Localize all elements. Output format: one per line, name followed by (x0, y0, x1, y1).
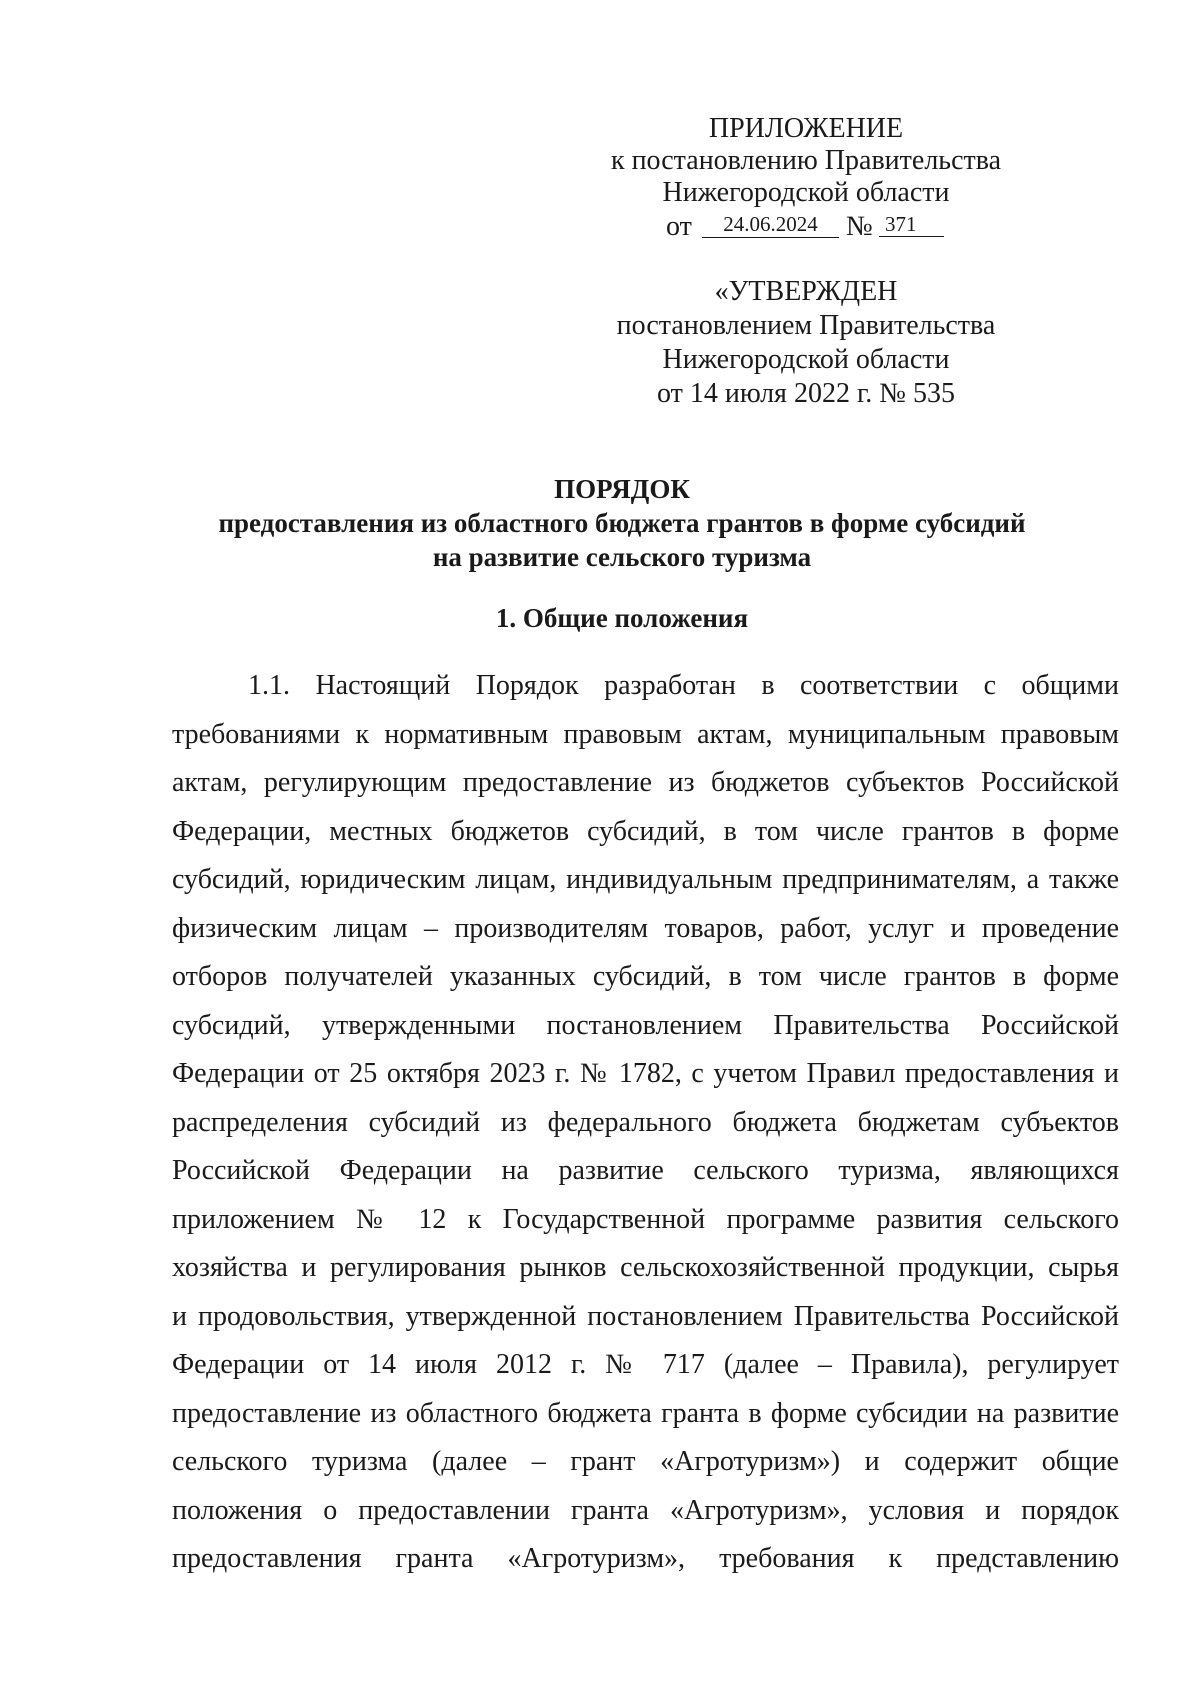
title-heading: ПОРЯДОК (554, 474, 690, 504)
paragraph-line: и продовольствия, утвержденной постановлением Правительства Российской (172, 1300, 1119, 1332)
paragraph-line: требованиями к нормативным правовым актам, муниципальным правовым (172, 718, 1119, 750)
paragraph-line: предоставления гранта «Агротуризм», требования к представлению (172, 1543, 1119, 1574)
approved-line-2: Нижегородской области (662, 344, 950, 375)
paragraph-line: предоставление из областного бюджета гранта в форме субсидии на развитие (172, 1397, 1119, 1429)
paragraph-line: Российской Федерации на развитие сельского туризма, являющихся (172, 1155, 1119, 1186)
section-heading: 1. Общие положения (495, 603, 749, 633)
document-title (172, 472, 1072, 574)
approved-block (596, 275, 1016, 411)
paragraph-line: отборов получателей указанных субсидий, в том числе грантов в форме (172, 961, 1119, 992)
number-label: № (846, 211, 873, 242)
paragraph-line: Федерации, местных бюджетов субсидий, в том числе грантов в форме (172, 815, 1119, 847)
title-line-1: предоставления из областного бюджета грантов в форме субсидий (218, 508, 1026, 538)
from-label: от (666, 211, 692, 242)
paragraph-1-1 (172, 662, 1119, 1584)
paragraph-line: Федерации от 14 июля 2012 г. № 717 (далее – Правила), регулирует (172, 1349, 1119, 1380)
resolution-date-field: 24.06.2024 (702, 211, 839, 238)
paragraph-line: субсидий, утвержденными постановлением Правительства Российской (172, 1009, 1119, 1041)
appendix-line-1: к постановлению Правительства (610, 145, 1002, 176)
approved-line-1: постановлением Правительства (616, 310, 996, 341)
approved-line-3: от 14 июля 2022 г. № 535 (657, 378, 955, 409)
paragraph-line: субсидий, юридическим лицам, индивидуальным предпринимателям, а также (172, 864, 1119, 895)
title-line-2: на развитие сельского туризма (432, 542, 812, 572)
paragraph-line: сельского туризма (далее – грант «Агротуризм») и содержит общие (172, 1446, 1119, 1477)
paragraph-line: приложением № 12 к Государственной программе развития сельского (172, 1203, 1119, 1235)
resolution-number-field: 371 (879, 211, 944, 237)
appendix-line-2: Нижегородской области (662, 177, 950, 208)
paragraph-line: хозяйства и регулирования рынков сельскохозяйственной продукции, сырья (172, 1252, 1119, 1283)
paragraph-line: Федерации от 25 октября 2023 г. № 1782, с учетом Правил предоставления и (172, 1058, 1119, 1089)
paragraph-line: физическим лицам – производителям товаров, работ, услуг и проведение (172, 912, 1119, 944)
appendix-reference-line (596, 211, 1016, 247)
appendix-block (596, 113, 1016, 247)
paragraph-line: актам, регулирующим предоставление из бюджетов субъектов Российской (172, 767, 1119, 798)
paragraph-line: 1.1. Настоящий Порядок разработан в соответствии с общими (248, 670, 1119, 701)
paragraph-line: распределения субсидий из федерального бюджета бюджетам субъектов (172, 1106, 1119, 1138)
paragraph-line: положения о предоставлении гранта «Агротуризм», условия и порядок (172, 1494, 1119, 1526)
approved-title: «УТВЕРЖДЕН (714, 276, 898, 307)
appendix-title: ПРИЛОЖЕНИЕ (708, 113, 904, 144)
